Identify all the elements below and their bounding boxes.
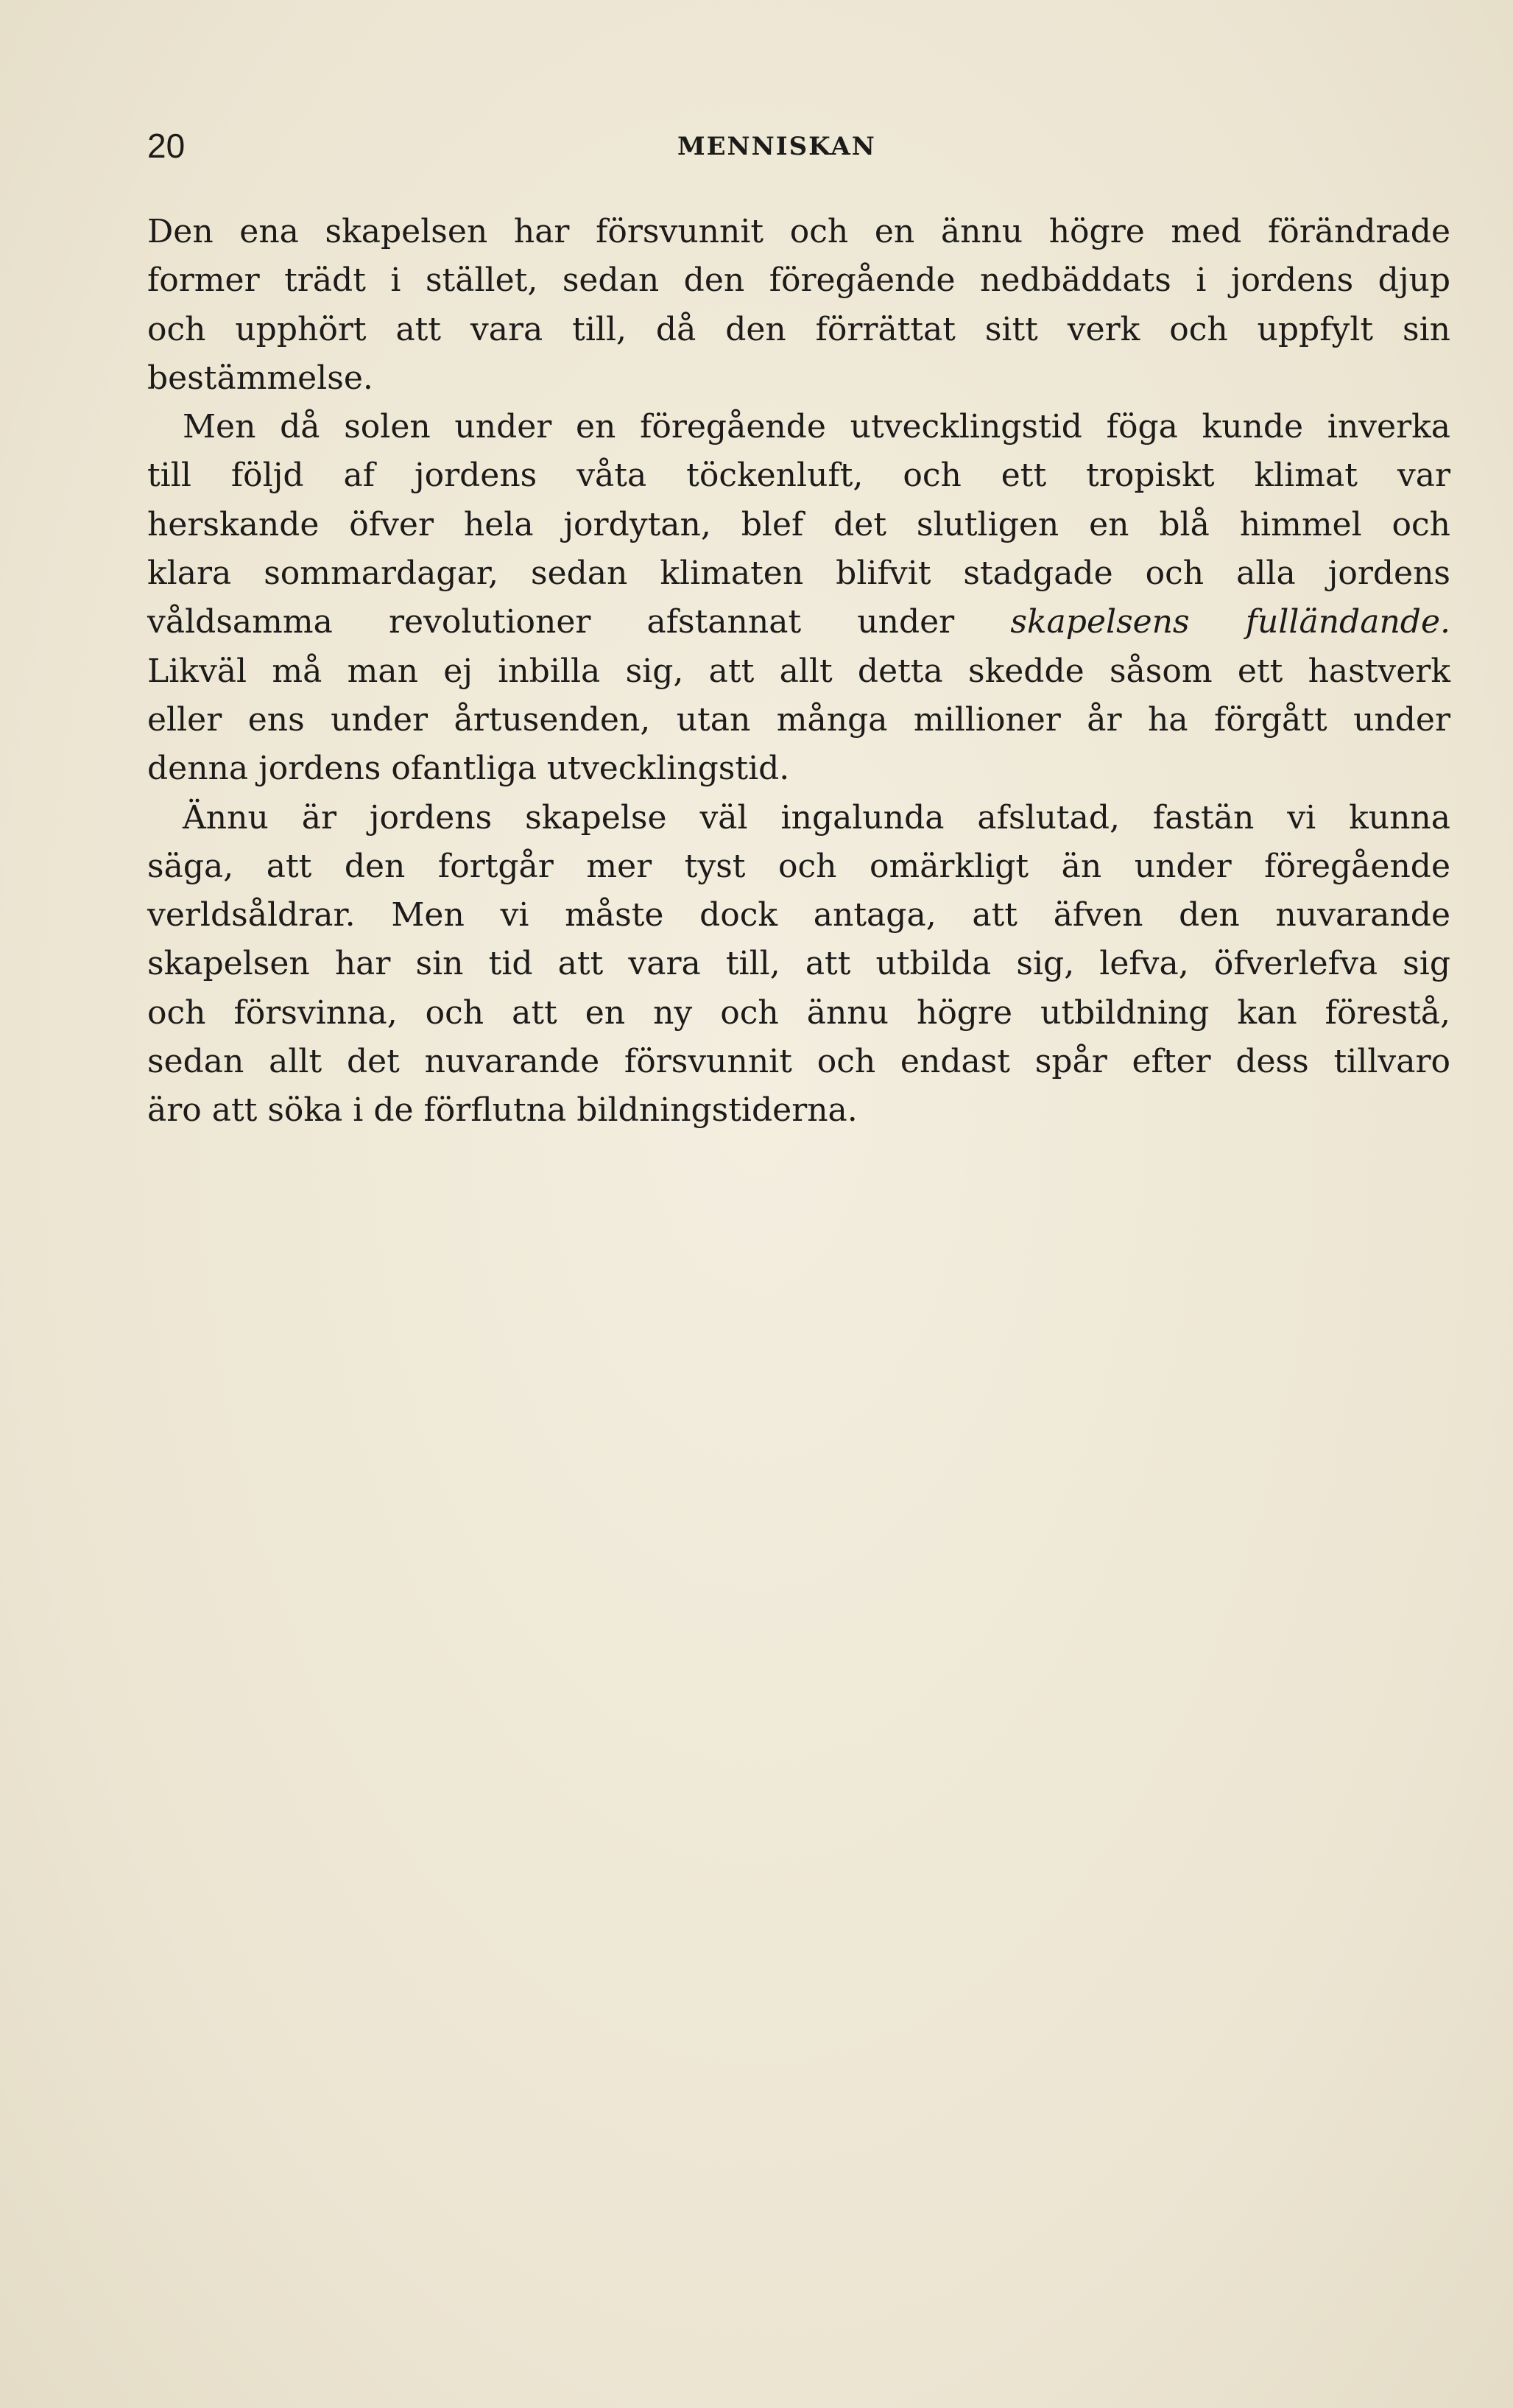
text-line: Ännu är jordens skapelse väl ingalunda afslutad, fastän vi kunna (183, 798, 1450, 837)
text-line: herskande öfver hela jordytan, blef det slutligen en blå himmel och (147, 505, 1450, 543)
text-line: Den ena skapelsen har försvunnit och en ännu högre med förändrade (147, 213, 1450, 250)
text-segment: våldsamma revolutioner afstannat under (147, 603, 955, 641)
page-number: 20 (147, 127, 186, 165)
text-line: äro att söka i de förflutna bildningstiderna. (147, 1091, 858, 1130)
text-line: och försvinna, och att en ny och ännu högre utbildning kan förestå, (147, 993, 1450, 1032)
text-line: Likväl må man ej inbilla sig, att allt detta skedde såsom ett hastverk (147, 652, 1450, 690)
text-line: säga, att den fortgår mer tyst och omärkligt än under föregående (147, 847, 1450, 885)
text-line: eller ens under årtusenden, utan många millioner år ha förgått under (147, 700, 1450, 739)
text-line: Men då solen under en föregående utvecklingstid föga kunde inverka (183, 408, 1450, 446)
body-text (147, 208, 1450, 1136)
text-line (147, 598, 1450, 647)
text-line: skapelsen har sin tid att vara till, att utbilda sig, lefva, öfverlefva sig (147, 945, 1450, 983)
running-head (147, 124, 1450, 168)
text-line: denna jordens ofantliga utvecklingstid. (147, 750, 790, 788)
text-line: klara sommardagar, sedan klimaten blifvit stadgade och alla jordens (147, 555, 1450, 593)
italic-phrase: skapelsens fulländande. (1010, 603, 1450, 641)
text-line: sedan allt det nuvarande försvunnit och endast spår efter dess tillvaro (147, 1043, 1450, 1081)
text-line: former trädt i stället, sedan den föregående nedbäddats i jordens djup (147, 261, 1450, 300)
running-title: MENNISKAN (677, 132, 876, 161)
text-line: verldsåldrar. Men vi måste dock antaga, att äfven den nuvarande (147, 896, 1450, 934)
text-line: bestämmelse. (147, 359, 373, 397)
text-line: och upphört att vara till, då den förrättat sitt verk och uppfylt sin (147, 310, 1450, 348)
text-line: till följd af jordens våta töckenluft, och ett tropiskt klimat var (147, 457, 1450, 495)
